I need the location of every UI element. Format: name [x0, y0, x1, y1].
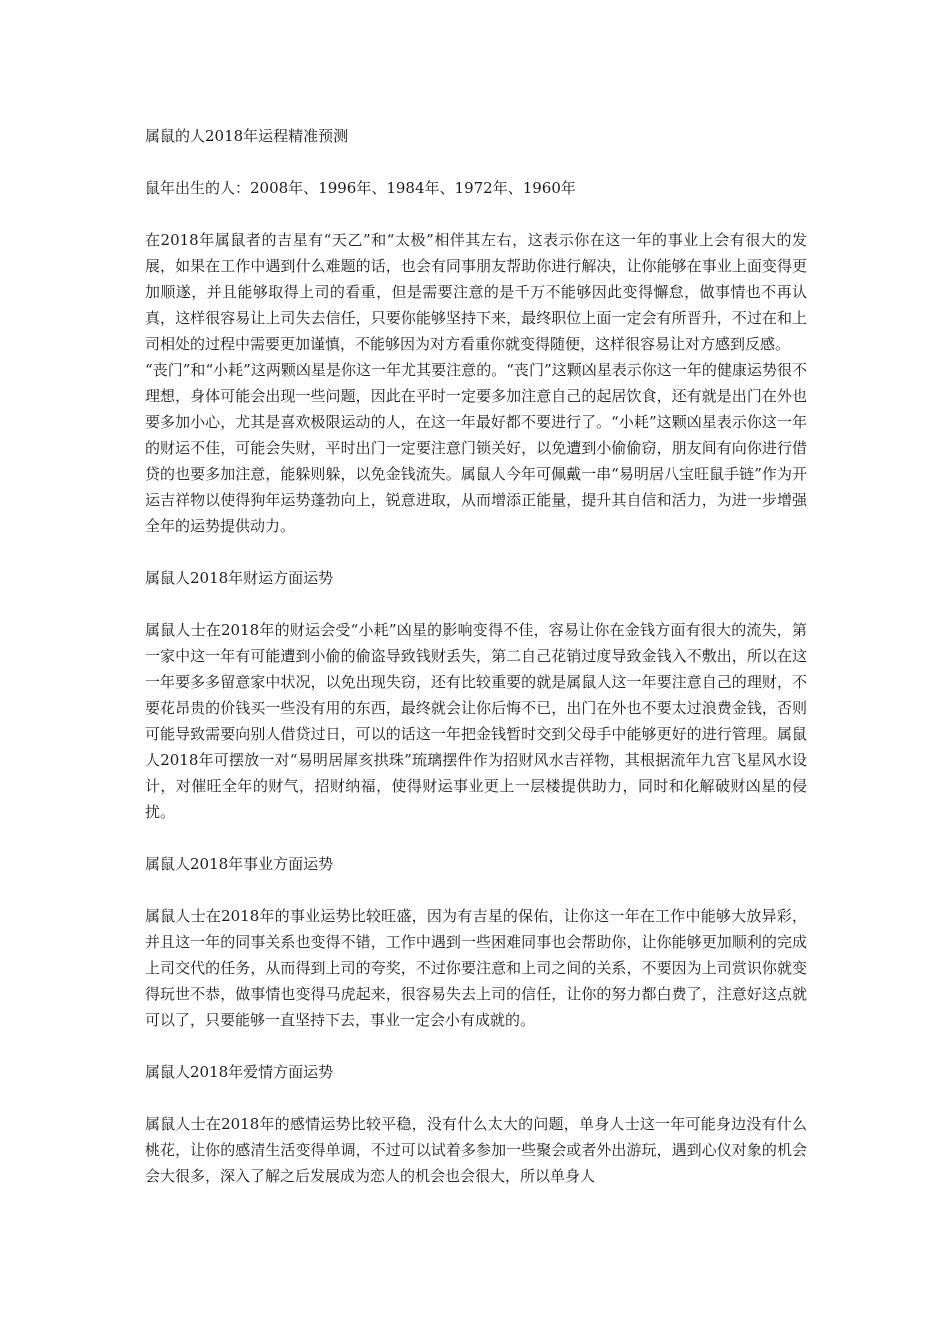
birth-years: 鼠年出生的人：2008年、1996年、1984年、1972年、1960年	[145, 179, 576, 197]
document-title: 属鼠的人2018年运程精准预测	[145, 127, 349, 145]
intro-paragraph-2: “丧门”和“小耗”这两颗凶星是你这一年尤其要注意的。“丧门”这颗凶星表示你这一年的健康运势很不理想，身体可能会出现一些问题，因此在平时一定要多加注意自己的起居饮食，还有就是出门在外也要多加小心，尤其是喜欢极限运动的人，在这一年最好都不要进行了。“小耗”这颗凶星表示你这一年的财运不佳，可能会失财，平时出门一定要注意门锁关好，以免遭到小偷偷窃，朋友间有向你进行借贷的也要多加注意，能躲则躲，以免金钱流失。属鼠人今年可佩戴一串“易明居八宝旺鼠手链”作为开运吉祥物以使得狗年运势蓬勃向上，锐意进取，从而增添正能量，提升其自信和活力，为进一步增强全年的运势提供动力。	[145, 361, 807, 535]
love-heading: 属鼠人2018年爱情方面运势	[145, 1063, 334, 1081]
love-paragraph: 属鼠人士在2018年的感情运势比较平稳，没有什么太大的问题，单身人士这一年可能身边没有什么桃花，让你的感清生活变得单调，不过可以试着多参加一些聚会或者外出游玩，遇到心仪对象的机会会大很多，深入了解之后发展成为恋人的机会也会很大，所以单身人	[145, 1115, 807, 1185]
document-body	[145, 123, 807, 1189]
wealth-paragraph: 属鼠人士在2018年的财运会受“小耗”凶星的影响变得不佳，容易让你在金钱方面有很大的流失，第一家中这一年有可能遭到小偷的偷盗导致钱财丢失，第二自己花销过度导致金钱入不敷出，所以在这一年要多多留意家中状况，以免出现失窃，还有比较重要的就是属鼠人这一年要注意自己的理财，不要花昂贵的价钱买一些没有用的东西，最终就会让你后悔不已，出门在外也不要太过浪费金钱，否则可能导致需要向别人借贷过日，可以的话这一年把金钱暂时交到父母手中能够更好的进行管理。属鼠人2018年可摆放一对“易明居犀亥拱珠”琉璃摆件作为招财风水吉祥物，其根据流年九宫飞星风水设计，对催旺全年的财气，招财纳福，使得财运事业更上一层楼提供助力，同时和化解破财凶星的侵扰。	[145, 621, 807, 821]
wealth-heading: 属鼠人2018年财运方面运势	[145, 569, 334, 587]
career-paragraph: 属鼠人士在2018年的事业运势比较旺盛，因为有吉星的保佑，让你这一年在工作中能够大放异彩，并且这一年的同事关系也变得不错，工作中遇到一些困难同事也会帮助你，让你能够更加顺利的完成上司交代的任务，从而得到上司的夸奖，不过你要注意和上司之间的关系，不要因为上司赏识你就变得玩世不恭，做事情也变得马虎起来，很容易失去上司的信任，让你的努力都白费了，注意好这点就可以了，只要能够一直坚持下去，事业一定会小有成就的。	[145, 907, 807, 1029]
intro-paragraph-1: 在2018年属鼠者的吉星有“天乙”和“太极”相伴其左右，这表示你在这一年的事业上会有很大的发展，如果在工作中遇到什么难题的话，也会有同事朋友帮助你进行解决，让你能够在事业上面变得更加顺遂，并且能够取得上司的看重，但是需要注意的是千万不能够因此变得懈怠，做事情也不再认真，这样很容易让上司失去信任，只要你能够坚持下来，最终职位上面一定会有所晋升，不过在和上司相处的过程中需要更加谨慎，不能够因为对方看重你就变得随便，这样很容易让对方感到反感。	[145, 231, 807, 353]
career-heading: 属鼠人2018年事业方面运势	[145, 855, 334, 873]
